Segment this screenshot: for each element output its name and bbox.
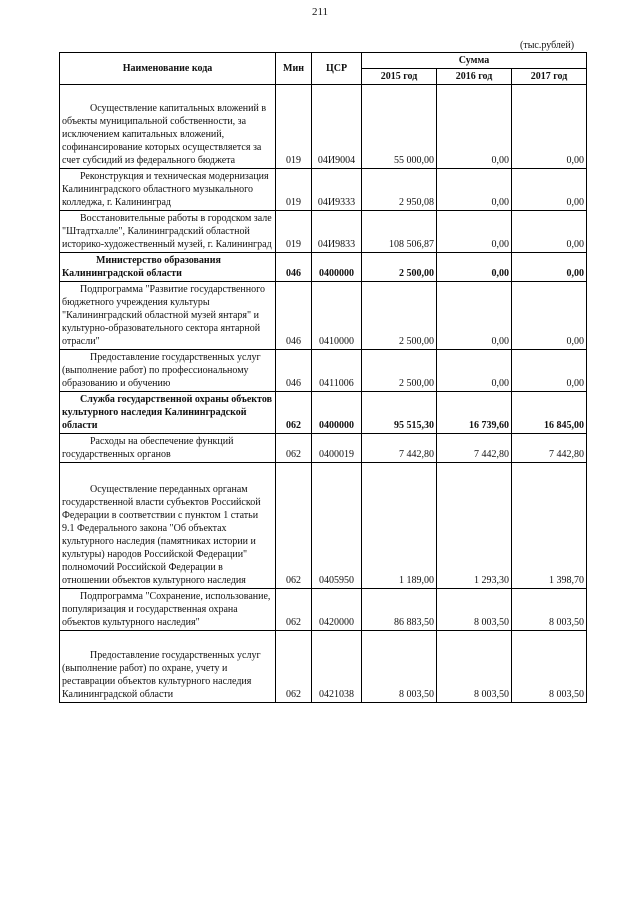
units-label: (тыс.рублей) <box>520 40 575 51</box>
header-min: Мин <box>276 53 312 85</box>
row-csr: 04И9004 <box>312 101 362 169</box>
row-2015: 1 189,00 <box>362 463 437 589</box>
row-csr: 0400000 <box>312 253 362 282</box>
row-2015: 108 506,87 <box>362 211 437 253</box>
row-2015: 2 950,08 <box>362 169 437 211</box>
row-2017: 0,00 <box>512 350 587 392</box>
row-2015: 7 442,80 <box>362 434 437 463</box>
row-2017: 0,00 <box>512 101 587 169</box>
row-2017: 8 003,50 <box>512 631 587 703</box>
row-2015: 95 515,30 <box>362 392 437 434</box>
row-csr: 0421038 <box>312 631 362 703</box>
row-min: 046 <box>276 350 312 392</box>
row-2017: 0,00 <box>512 282 587 350</box>
spacer-row <box>60 85 587 102</box>
row-2016: 0,00 <box>437 211 512 253</box>
row-2015: 2 500,00 <box>362 350 437 392</box>
header-2017: 2017 год <box>512 69 587 85</box>
row-2015: 55 000,00 <box>362 101 437 169</box>
row-name: Расходы на обеспечение функций государственных органов <box>60 434 276 463</box>
row-name: Подпрограмма "Сохранение, использование, популяризация и государственная охрана объектов культурного наследия" <box>60 589 276 631</box>
row-2016: 0,00 <box>437 253 512 282</box>
row-csr: 0410000 <box>312 282 362 350</box>
row-csr: 04И9333 <box>312 169 362 211</box>
row-name: Восстановительные работы в городском зале "Штадтхалле", Калининградский областной историко-художественный музей, г. Калининград <box>60 211 276 253</box>
row-min: 019 <box>276 101 312 169</box>
header-2016: 2016 год <box>437 69 512 85</box>
row-csr: 0400019 <box>312 434 362 463</box>
row-2015: 2 500,00 <box>362 282 437 350</box>
row-name: Служба государственной охраны объектов культурного наследия Калининградской области <box>60 392 276 434</box>
row-min: 019 <box>276 211 312 253</box>
table-row <box>60 211 587 253</box>
page-number: 211 <box>311 6 329 18</box>
row-csr: 0405950 <box>312 463 362 589</box>
row-2017: 8 003,50 <box>512 589 587 631</box>
budget-table <box>59 52 587 703</box>
table-row <box>60 631 587 703</box>
table-row <box>60 101 587 169</box>
table-row <box>60 463 587 589</box>
row-2016: 1 293,30 <box>437 463 512 589</box>
table-row <box>60 434 587 463</box>
row-csr: 04И9833 <box>312 211 362 253</box>
row-2016: 0,00 <box>437 350 512 392</box>
table-row <box>60 350 587 392</box>
row-name: Предоставление государственных услуг (выполнение работ) по профессиональному образованию и обучению <box>60 350 276 392</box>
row-name: Реконструкция и техническая модернизация Калининградского областного музыкального колледжа, г. Калининград <box>60 169 276 211</box>
row-csr: 0411006 <box>312 350 362 392</box>
row-2017: 0,00 <box>512 253 587 282</box>
header-sum: Сумма <box>362 53 587 69</box>
row-2017: 7 442,80 <box>512 434 587 463</box>
row-2016: 7 442,80 <box>437 434 512 463</box>
table-row <box>60 282 587 350</box>
row-min: 062 <box>276 434 312 463</box>
row-2016: 0,00 <box>437 101 512 169</box>
row-2015: 86 883,50 <box>362 589 437 631</box>
header-name: Наименование кода <box>60 53 276 85</box>
header-2015: 2015 год <box>362 69 437 85</box>
row-name: Министерство образования Калининградской области <box>60 253 276 282</box>
table-row <box>60 392 587 434</box>
row-min: 062 <box>276 631 312 703</box>
row-2017: 0,00 <box>512 169 587 211</box>
row-2017: 0,00 <box>512 211 587 253</box>
row-name: Подпрограмма "Развитие государственного бюджетного учреждения культуры "Калининградский областной музей янтаря" и культурно-образовательного сектора янтарной отрасли" <box>60 282 276 350</box>
table-row <box>60 169 587 211</box>
row-2017: 1 398,70 <box>512 463 587 589</box>
row-2016: 16 739,60 <box>437 392 512 434</box>
row-2015: 2 500,00 <box>362 253 437 282</box>
row-min: 046 <box>276 253 312 282</box>
row-csr: 0400000 <box>312 392 362 434</box>
row-min: 019 <box>276 169 312 211</box>
row-2016: 8 003,50 <box>437 589 512 631</box>
row-min: 046 <box>276 282 312 350</box>
row-2016: 0,00 <box>437 282 512 350</box>
row-min: 062 <box>276 463 312 589</box>
row-2015: 8 003,50 <box>362 631 437 703</box>
row-2017: 16 845,00 <box>512 392 587 434</box>
row-name: Предоставление государственных услуг (выполнение работ) по охране, учету и реставрации объектов культурного наследия Калининградской области <box>60 631 276 703</box>
row-2016: 0,00 <box>437 169 512 211</box>
row-min: 062 <box>276 392 312 434</box>
header-csr: ЦСР <box>312 53 362 85</box>
row-min: 062 <box>276 589 312 631</box>
table-row <box>60 589 587 631</box>
row-name: Осуществление капитальных вложений в объекты муниципальной собственности, за исключением капитальных вложений, софинансирование которых осуществляется за счет субсидий из федерального бюджета <box>60 101 276 169</box>
row-name: Осуществление переданных органам государственной власти субъектов Российской Федерации в соответствии с пунктом 1 статьи 9.1 Федерального закона "Об объектах культурного наследия (памятниках истории и культуры) народов Российской Федерации" полномочий Российской Федерации в отношении объектов культурного наследия <box>60 463 276 589</box>
table-row <box>60 253 587 282</box>
row-csr: 0420000 <box>312 589 362 631</box>
row-2016: 8 003,50 <box>437 631 512 703</box>
